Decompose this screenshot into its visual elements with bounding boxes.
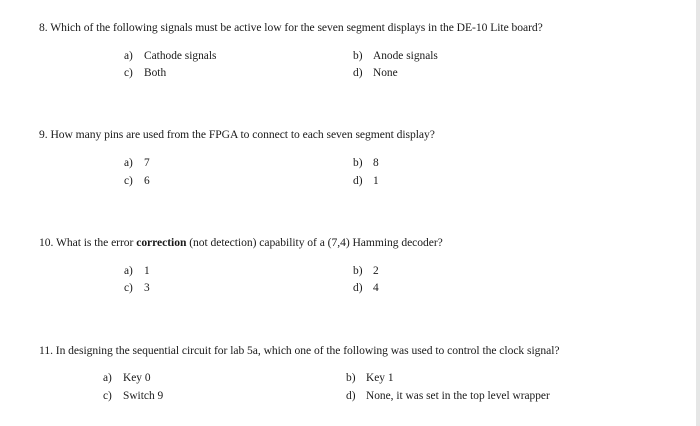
- option-text: None: [373, 67, 398, 79]
- option-letter: d): [353, 282, 363, 294]
- question-11-option-c[interactable]: [103, 390, 163, 402]
- question-8-option-d[interactable]: [353, 67, 398, 79]
- question-9-option-a[interactable]: [124, 157, 150, 169]
- question-10-option-c[interactable]: [124, 282, 150, 294]
- option-text: Both: [144, 67, 167, 79]
- question-10-option-b[interactable]: [353, 265, 379, 277]
- question-8-option-b[interactable]: [353, 50, 438, 62]
- question-8-text: 8. Which of the following signals must be active low for the seven segment displays in the DE-10 Lite board?: [39, 21, 543, 34]
- option-text: 6: [144, 175, 150, 187]
- option-letter: b): [346, 372, 356, 384]
- question-8-option-c[interactable]: [124, 67, 166, 79]
- option-text: 8: [373, 157, 379, 169]
- question-8-option-a[interactable]: [124, 50, 216, 62]
- option-letter: b): [353, 265, 363, 277]
- option-text: Key 1: [366, 372, 394, 384]
- question-11-text: 11. In designing the sequential circuit for lab 5a, which one of the following was used to control the clock signal?: [39, 344, 560, 357]
- option-text: Cathode signals: [144, 50, 217, 62]
- question-10-option-d[interactable]: [353, 282, 379, 294]
- option-letter: a): [103, 372, 112, 384]
- question-9-text: 9. How many pins are used from the FPGA to connect to each seven segment display?: [39, 128, 435, 141]
- option-letter: a): [124, 265, 133, 277]
- option-letter: d): [353, 67, 363, 79]
- question-9-option-c[interactable]: [124, 175, 150, 187]
- option-letter: b): [353, 50, 363, 62]
- question-11-option-a[interactable]: [103, 372, 151, 384]
- question-11-option-d[interactable]: [346, 390, 550, 402]
- option-letter: d): [346, 390, 356, 402]
- question-10-text-start: 10. What is the error: [39, 236, 137, 249]
- option-letter: c): [124, 282, 133, 294]
- question-9-option-b[interactable]: [353, 157, 379, 169]
- option-text: None, it was set in the top level wrapper: [366, 390, 550, 402]
- option-letter: a): [124, 50, 133, 62]
- option-text: 1: [373, 175, 379, 187]
- question-10-text-end: (not detection) capability of a (7,4) Hamming decoder?: [186, 236, 443, 249]
- question-10-text-bold: correction: [136, 236, 187, 249]
- option-text: 3: [144, 282, 150, 294]
- option-text: Key 0: [123, 372, 151, 384]
- option-text: Switch 9: [123, 390, 164, 402]
- option-text: Anode signals: [373, 50, 438, 62]
- question-9-option-d[interactable]: [353, 175, 379, 187]
- option-letter: c): [103, 390, 112, 402]
- option-letter: c): [124, 175, 133, 187]
- option-text: 4: [373, 282, 379, 294]
- option-letter: c): [124, 67, 133, 79]
- option-text: 1: [144, 265, 150, 277]
- option-letter: a): [124, 157, 133, 169]
- option-text: 2: [373, 265, 379, 277]
- page-edge-shadow: [696, 0, 700, 426]
- question-10-option-a[interactable]: [124, 265, 150, 277]
- option-letter: b): [353, 157, 363, 169]
- question-10-text: [39, 236, 443, 249]
- question-11-option-b[interactable]: [346, 372, 394, 384]
- option-letter: d): [353, 175, 363, 187]
- option-text: 7: [144, 157, 150, 169]
